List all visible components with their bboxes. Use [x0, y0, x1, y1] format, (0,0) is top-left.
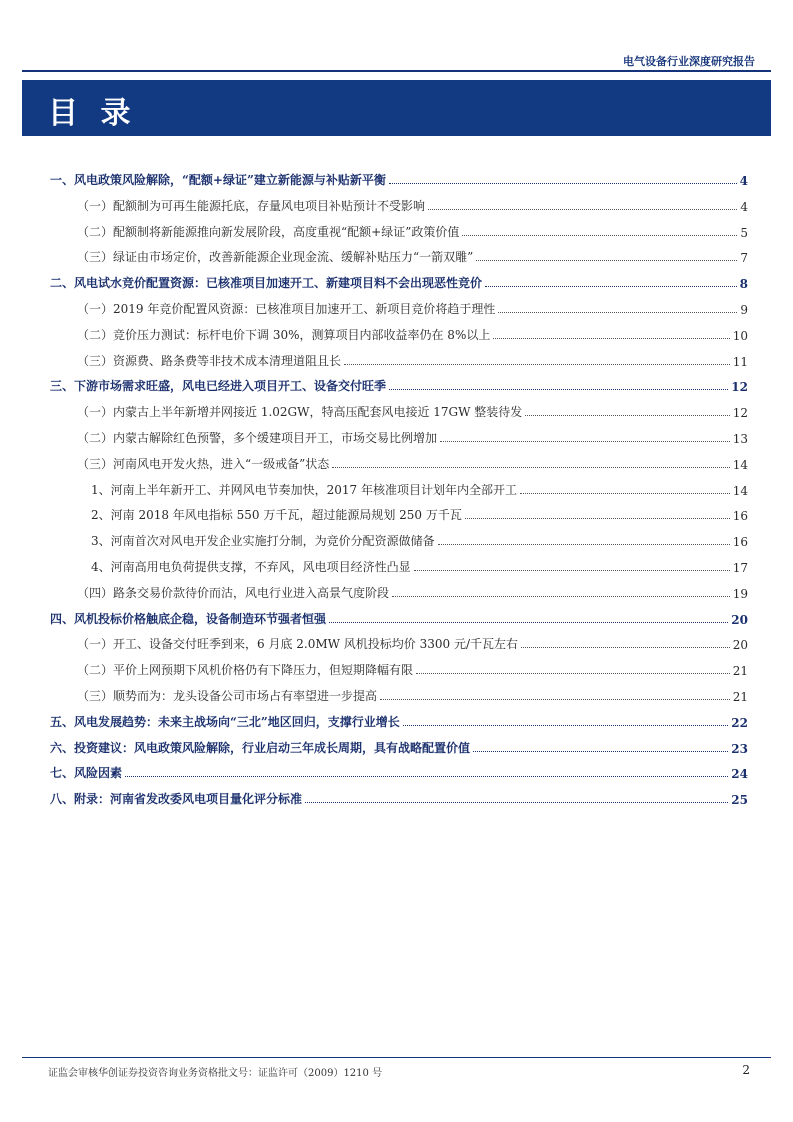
toc-leader-dots: [476, 260, 737, 261]
toc-entry-title: 二、风电试水竞价配置资源：已核准项目加速开工、新建项目料不会出现恶性竞价: [50, 276, 483, 291]
toc-entry-level-2[interactable]: [77, 452, 748, 472]
toc-entry-page: 19: [732, 586, 748, 601]
toc-entry-page: 21: [732, 690, 748, 704]
toc-entry-page: 12: [731, 380, 748, 395]
toc-entry-title: （三）顺势而为：龙头设备公司市场占有率望进一步提高: [77, 689, 378, 703]
toc-entry-level-1[interactable]: [50, 761, 748, 781]
toc-entry-title: （四）路条交易价款待价而沽，风电行业进入高景气度阶段: [77, 585, 390, 600]
toc-entry-title: （三）资源费、路条费等非技术成本清理道阻且长: [77, 353, 342, 368]
toc-leader-dots: [329, 622, 728, 623]
toc-entry-title: （一）2019 年竞价配置风资源：已核准项目加速开工、新项目竞价将趋于理性: [77, 302, 496, 316]
toc-leader-dots: [440, 441, 730, 442]
toc-leader-dots: [520, 493, 730, 494]
toc-entry-level-1[interactable]: [50, 710, 748, 730]
toc-leader-dots: [498, 312, 737, 313]
toc-entry-title: 四、风机投标价格触底企稳，设备制造环节强者恒强: [50, 611, 327, 626]
toc-entry-level-1[interactable]: [50, 374, 748, 394]
toc-entry-page: 24: [731, 767, 748, 782]
toc-entry-page: 25: [731, 793, 748, 808]
toc-entry-page: 8: [739, 277, 748, 292]
toc-entry-title: （一）配额制为可再生能源托底，存量风电项目补贴预计不受影响: [77, 198, 426, 213]
toc-entry-page: 22: [731, 715, 748, 730]
toc-leader-dots: [392, 596, 730, 597]
toc-entry-title: 一、风电政策风险解除，“配额+绿证”建立新能源与补贴新平衡: [50, 173, 386, 187]
toc-entry-level-2[interactable]: [77, 323, 748, 343]
toc-leader-dots: [389, 389, 728, 390]
report-header-title: 电气设备行业深度研究报告: [623, 55, 755, 68]
toc-entry-page: 10: [732, 328, 748, 343]
toc-entry-level-2[interactable]: [77, 220, 748, 240]
toc-leader-dots: [125, 776, 728, 777]
toc-entry-page: 13: [732, 432, 748, 446]
toc-entry-level-2[interactable]: [77, 194, 748, 214]
toc-entry-level-2[interactable]: [77, 658, 748, 678]
toc-leader-dots: [332, 467, 729, 468]
toc-entry-page: 5: [740, 225, 748, 240]
toc-leader-dots: [473, 751, 728, 752]
toc-entry-level-1[interactable]: [50, 736, 748, 756]
toc-entry-title: 4、河南高用电负荷提供支撑，不弃风，风电项目经济性凸显: [91, 560, 411, 574]
toc-entry-title: （二）内蒙古解除红色预警，多个缓建项目开工，市场交易比例增加: [77, 431, 438, 445]
toc-entry-page: 17: [732, 561, 748, 575]
toc-leader-dots: [403, 725, 728, 726]
toc-leader-dots: [465, 518, 730, 519]
toc-entry-level-1[interactable]: [50, 607, 748, 627]
toc-entry-page: 14: [732, 483, 748, 498]
toc-entry-title: （三）河南风电开发火热，进入“一级戒备”状态: [77, 456, 330, 471]
toc-entry-page: 9: [740, 303, 748, 317]
toc-entry-level-1[interactable]: [50, 271, 748, 291]
toc-leader-dots: [414, 570, 730, 571]
toc-entry-level-3[interactable]: [91, 478, 748, 498]
toc-entry-page: 12: [732, 406, 748, 421]
toc-leader-dots: [438, 544, 730, 545]
toc-leader-dots: [521, 647, 730, 648]
toc-entry-title: 三、下游市场需求旺盛，风电已经进入项目开工、设备交付旺季: [50, 379, 387, 394]
footer-rule: [22, 1057, 771, 1058]
toc-entry-level-2[interactable]: [77, 632, 748, 652]
toc-entry-title: （一）内蒙古上半年新增并网接近 1.02GW，特高压配套风电接近 17GW 整装待发: [77, 405, 523, 420]
toc-entry-title: （二）配额制将新能源推向新发展阶段，高度重视“配额+绿证”政策价值: [77, 224, 460, 239]
toc-entry-title: 六、投资建议：风电政策风险解除，行业启动三年成长周期，具有战略配置价值: [50, 740, 471, 755]
toc-entry-page: 11: [732, 354, 748, 369]
toc-leader-dots: [428, 209, 737, 210]
toc-entry-page: 16: [732, 509, 748, 524]
toc-entry-title: （一）开工、设备交付旺季到来，6 月底 2.0MW 风机投标均价 3300 元/千瓦左右: [77, 637, 518, 652]
toc-entry-title: （二）平价上网预期下风机价格仍有下降压力，但短期降幅有限: [77, 663, 414, 678]
toc-leader-dots: [389, 183, 737, 184]
toc-entry-title: 1、河南上半年新开工、并网风电节奏加快，2017 年核准项目计划年内全部开工: [91, 482, 517, 497]
toc-entry-level-3[interactable]: [91, 503, 748, 523]
toc-entry-title: 七、风险因素: [50, 766, 123, 781]
toc-leader-dots: [493, 338, 729, 339]
toc-leader-dots: [344, 364, 730, 365]
toc-leader-dots: [462, 235, 737, 236]
toc-entry-level-1[interactable]: [50, 168, 748, 188]
toc-entry-level-3[interactable]: [91, 529, 748, 549]
toc-entry-title: （三）绿证由市场定价，改善新能源企业现金流、缓解补贴压力“一箭双雕”: [77, 250, 474, 265]
toc-entry-level-2[interactable]: [77, 426, 748, 446]
toc-entry-title: （二）竞价压力测试：标杆电价下调 30%，测算项目内部收益率仍在 8%以上: [77, 327, 491, 342]
toc-entry-title: 八、附录：河南省发改委风电项目量化评分标准: [50, 792, 303, 807]
toc-entry-title: 3、河南首次对风电开发企业实施打分制，为竞价分配资源做储备: [91, 534, 435, 549]
footer-license-note: 证监会审核华创证券投资咨询业务资格批文号：证监许可（2009）1210 号: [48, 1068, 383, 1079]
page-number: 2: [742, 1063, 750, 1077]
toc-entry-level-2[interactable]: [77, 400, 748, 420]
toc-entry-level-3[interactable]: [91, 555, 748, 575]
toc-entry-page: 4: [740, 199, 748, 214]
toc-entry-page: 7: [740, 251, 748, 266]
toc-leader-dots: [525, 415, 729, 416]
toc-entry-page: 14: [732, 457, 748, 472]
toc-entry-level-1[interactable]: [50, 787, 748, 807]
toc-entry-level-2[interactable]: [77, 581, 748, 601]
toc-entry-level-2[interactable]: [77, 245, 748, 265]
page-title: 目 录: [48, 96, 137, 131]
toc-entry-level-2[interactable]: [77, 349, 748, 369]
toc-leader-dots: [416, 673, 730, 674]
toc-entry-level-2[interactable]: [77, 684, 748, 704]
toc-entry-title: 2、河南 2018 年风电指标 550 万千瓦，超过能源局规划 250 万千瓦: [91, 508, 462, 523]
toc-leader-dots: [485, 286, 737, 287]
toc-entry-page: 4: [739, 174, 748, 188]
toc-leader-dots: [380, 699, 730, 700]
toc-entry-page: 20: [731, 612, 748, 627]
toc-leader-dots: [305, 802, 728, 803]
toc-entry-page: 16: [732, 535, 748, 550]
toc-entry-page: 23: [731, 741, 748, 756]
toc-entry-level-2[interactable]: [77, 297, 748, 317]
toc-entry-page: 21: [732, 664, 748, 679]
toc-entry-page: 20: [732, 638, 748, 653]
toc-entry-title: 五、风电发展趋势：未来主战场向“三北”地区回归，支撑行业增长: [50, 714, 400, 729]
